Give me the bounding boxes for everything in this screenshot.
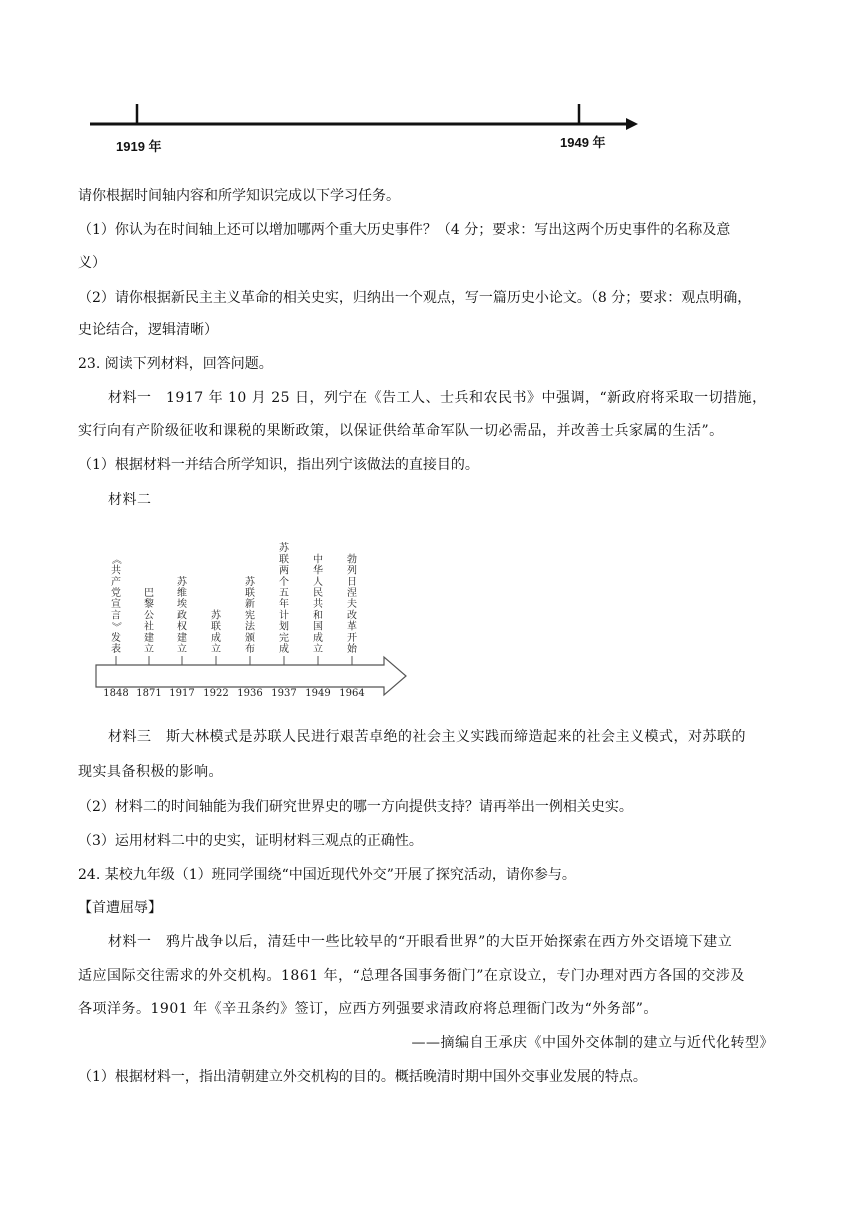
q23-material1-line1: 材料一 1917 年 10 月 25 日，列宁在《告工人、士兵和农民书》中强调，“新政府将采取一切措施， xyxy=(108,390,767,406)
q23-material1-line2: 实行向有产阶级征收和课税的果断政策，以保证供给革命军队一切必需品，并改善士兵家属的生活”。 xyxy=(78,423,724,439)
timeline2-event-label-char: 立 xyxy=(211,644,221,655)
timeline2-event-label-char: 苏 xyxy=(177,576,187,588)
timeline2-event-year: 1871 xyxy=(136,688,162,699)
q23-material2-label: 材料二 xyxy=(108,492,152,508)
q24-section-heading: 【首遭屈辱】 xyxy=(78,900,162,916)
timeline2-event-label-char: 党 xyxy=(111,588,121,599)
timeline2-event-label-char: 改 xyxy=(347,610,357,622)
timeline2-event-label-char: 民 xyxy=(313,588,323,599)
timeline2-event-label-char: 划 xyxy=(279,621,289,633)
timeline2-event-label-char: 颁 xyxy=(245,632,255,644)
timeline2-event-label-char: 个 xyxy=(279,576,289,588)
timeline2-event-label-char: 联 xyxy=(245,588,255,599)
timeline2-event-year: 1936 xyxy=(237,688,263,699)
timeline2-event-label-char: 建 xyxy=(177,632,187,644)
timeline2-event-label-char: 列 xyxy=(347,565,357,577)
timeline2-event-label-char: 立 xyxy=(177,644,187,655)
timeline2-event-label-char: 共 xyxy=(313,599,323,611)
timeline2-event-label-char: 《 xyxy=(110,554,121,565)
timeline-arrow xyxy=(626,118,638,130)
timeline2-event-year: 1937 xyxy=(271,688,297,699)
timeline2-event-label-char: 权 xyxy=(177,621,187,633)
timeline2-event-year: 1964 xyxy=(339,688,365,699)
q23-title: 23. 阅读下列材料，回答问题。 xyxy=(78,356,273,372)
timeline2-event-label-char: 共 xyxy=(111,565,121,577)
timeline2-event-label-char: 社 xyxy=(144,621,154,633)
timeline2-event-label-char: 苏 xyxy=(279,543,289,555)
timeline2-event-label-char: 表 xyxy=(111,644,121,655)
q22-sub1-line2: 义） xyxy=(78,255,106,271)
timeline2-event-label-char: 计 xyxy=(279,610,289,622)
timeline2-event-label-char: 》 xyxy=(110,621,121,632)
timeline2-event-label-char: 宣 xyxy=(111,599,121,611)
timeline2-event-label-char: 巴 xyxy=(144,588,154,599)
q24-material1-line3: 各项洋务。1901 年《辛丑条约》签订，应西方列强要求清政府将总理衙门改为“外务部”。 xyxy=(78,1001,658,1017)
timeline2-event-label-char: 日 xyxy=(347,576,357,588)
q24-source-citation: ——摘编自王承庆《中国外交体制的建立与近代化转型》 xyxy=(411,1035,774,1051)
timeline2-event-label-char: 夫 xyxy=(347,599,357,611)
timeline2-event-label-char: 法 xyxy=(245,621,255,633)
timeline2-event-label-char: 公 xyxy=(144,610,154,622)
timeline2-event-label-char: 完 xyxy=(279,632,289,644)
q23-sub3: （3）运用材料二中的史实，证明材料三观点的正确性。 xyxy=(78,833,423,849)
timeline-start-label: 1919 年 xyxy=(116,139,162,154)
timeline2-event-label-char: 两 xyxy=(279,565,289,577)
timeline2-event-label-char: 中 xyxy=(313,554,323,566)
q22-sub2-line1: （2）请你根据新民主主义革命的相关史实，归纳出一个观点，写一篇历史小论文。（8 分；要求：观点明确， xyxy=(78,290,752,306)
timeline2-event-label-char: 年 xyxy=(279,599,289,611)
soviet-history-timeline xyxy=(94,540,414,700)
q23-material3-line2: 现实具备积极的影响。 xyxy=(78,764,223,780)
q22-intro: 请你根据时间轴内容和所学知识完成以下学习任务。 xyxy=(78,188,400,204)
timeline-1919-1949 xyxy=(86,96,646,136)
timeline2-event-label-char: 产 xyxy=(111,576,121,588)
timeline2-event-label-char: 言 xyxy=(111,610,121,622)
timeline2-event-label-char: 联 xyxy=(279,554,289,566)
timeline2-event-year: 1917 xyxy=(169,688,195,699)
timeline2-event-label-char: 埃 xyxy=(177,599,187,611)
timeline2-event-label-char: 和 xyxy=(313,610,323,622)
timeline2-event-label-char: 苏 xyxy=(245,576,255,588)
q24-material1-line1: 材料一 鸦片战争以后，清廷中一些比较早的“开眼看世界”的大臣开始探索在西方外交语境下建立 xyxy=(108,934,733,950)
q24-title: 24. 某校九年级（1）班同学围绕“中国近现代外交”开展了探究活动，请你参与。 xyxy=(78,867,576,883)
timeline2-event-label-char: 成 xyxy=(211,632,221,644)
q23-material3-line1: 材料三 斯大林模式是苏联人民进行艰苦卓绝的社会主义实践而缔造起来的社会主义模式，对苏联的 xyxy=(108,729,746,745)
timeline2-event-label-char: 维 xyxy=(177,588,187,599)
timeline2-event-label-char: 革 xyxy=(347,621,357,633)
q22-sub2-line2: 史论结合，逻辑清晰） xyxy=(78,322,218,338)
timeline2-event-label-char: 成 xyxy=(313,632,323,644)
timeline2-event-label-char: 联 xyxy=(211,621,221,633)
timeline2-event-label-char: 成 xyxy=(279,644,289,655)
timeline2-event-label-char: 政 xyxy=(177,610,187,622)
timeline2-event-label-char: 勃 xyxy=(347,554,357,566)
q22-sub1-line1: （1）你认为在时间轴上还可以增加哪两个重大历史事件？（4 分；要求：写出这两个历史事件的名称及意 xyxy=(78,222,731,238)
timeline2-event-label-char: 涅 xyxy=(347,588,357,599)
timeline2-event-label-char: 新 xyxy=(245,599,255,611)
timeline2-event-label-char: 立 xyxy=(313,644,323,655)
timeline2-event-label-char: 开 xyxy=(347,632,357,644)
timeline-end-label: 1949 年 xyxy=(560,135,606,150)
timeline2-event-label-char: 五 xyxy=(279,588,289,599)
timeline2-event-label-char: 发 xyxy=(111,632,121,644)
q23-sub2: （2）材料二的时间轴能为我们研究世界史的哪一方向提供支持？请再举出一例相关史实。 xyxy=(78,799,633,815)
timeline2-event-label-char: 人 xyxy=(313,576,323,588)
timeline2-event-year: 1848 xyxy=(103,688,129,699)
timeline2-event-label-char: 华 xyxy=(313,565,323,577)
timeline2-event-label-char: 苏 xyxy=(211,610,221,622)
timeline2-event-year: 1922 xyxy=(203,688,229,699)
q24-sub1: （1）根据材料一，指出清朝建立外交机构的目的。概括晚清时期中国外交事业发展的特点。 xyxy=(78,1069,647,1085)
timeline2-event-label-char: 布 xyxy=(245,644,255,655)
timeline2-event-label-char: 国 xyxy=(313,621,323,633)
timeline2-event-label-char: 立 xyxy=(144,644,154,655)
timeline2-event-label-char: 建 xyxy=(144,632,154,644)
timeline2-event-label-char: 黎 xyxy=(144,599,154,611)
q23-sub1: （1）根据材料一并结合所学知识，指出列宁该做法的直接目的。 xyxy=(78,457,479,473)
timeline2-event-year: 1949 xyxy=(305,688,331,699)
timeline2-event-label-char: 宪 xyxy=(245,610,255,622)
q24-material1-line2: 适应国际交往需求的外交机构。1861 年，“总理各国事务衙门”在京设立，专门办理对西方各国的交涉及 xyxy=(78,968,745,984)
timeline2-event-label-char: 始 xyxy=(347,644,357,655)
